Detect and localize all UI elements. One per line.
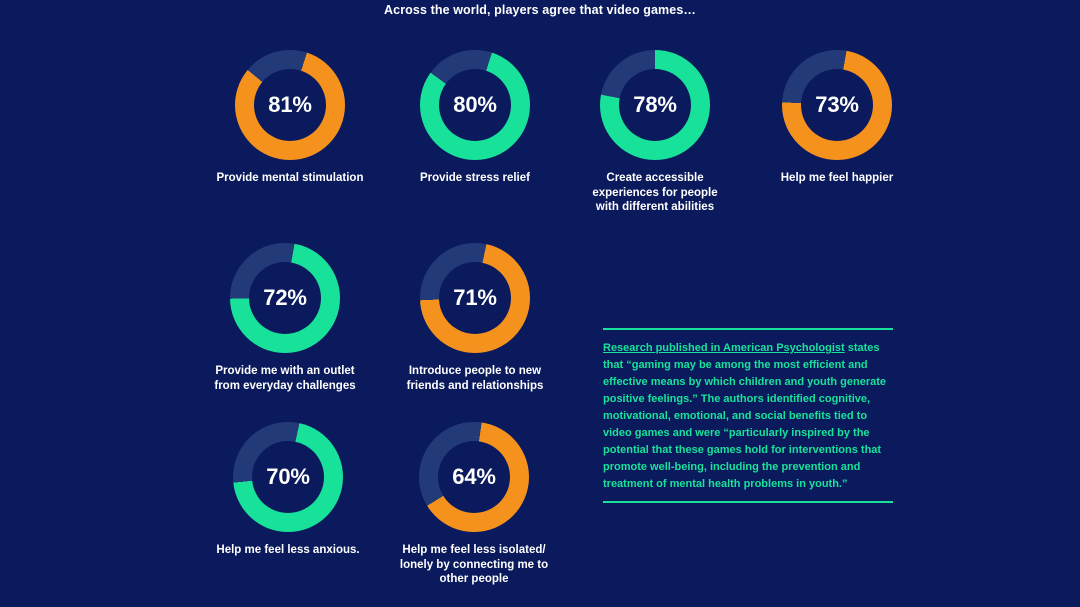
donut-item <box>188 422 388 558</box>
donut-item <box>190 50 390 186</box>
donut-ring <box>230 243 340 353</box>
donut-value: 78% <box>633 92 677 117</box>
donut-value: 73% <box>815 92 859 117</box>
donut-value: 71% <box>453 285 497 310</box>
donut-value: 80% <box>453 92 497 117</box>
donut-ring <box>420 50 530 160</box>
donut-hole <box>249 262 321 334</box>
quote-link[interactable]: Research published in American Psychologist <box>603 342 845 354</box>
donut-label: Help me feel less isolated/ lonely by connecting me to other people <box>399 544 549 586</box>
donut-label: Help me feel happier <box>780 172 894 184</box>
donut-hole <box>252 441 324 513</box>
donut-item <box>374 422 574 587</box>
donut-ring <box>233 422 343 532</box>
donut-hole <box>254 69 326 141</box>
donut-label: Create accessible experiences for people with different abilities <box>592 172 718 214</box>
donut-item <box>555 50 755 215</box>
donut-hole <box>619 69 691 141</box>
donut-ring <box>419 422 529 532</box>
donut-hole <box>439 262 511 334</box>
donut-label: Introduce people to new friends and relationships <box>406 365 544 392</box>
donut-label: Provide me with an outlet from everyday challenges <box>214 365 356 392</box>
donut-ring <box>600 50 710 160</box>
donut-hole <box>439 69 511 141</box>
donut-item <box>185 243 385 393</box>
donut-hole <box>801 69 873 141</box>
donut-label: Provide stress relief <box>420 172 530 184</box>
quote-callout <box>603 328 893 503</box>
donut-label: Provide mental stimulation <box>216 172 364 184</box>
donut-ring <box>235 50 345 160</box>
donut-item <box>737 50 937 186</box>
donut-ring <box>420 243 530 353</box>
donut-item <box>375 243 575 393</box>
donut-value: 72% <box>263 285 307 310</box>
donut-value: 81% <box>268 92 312 117</box>
donut-value: 70% <box>266 464 310 489</box>
quote-text <box>603 330 893 501</box>
donut-value: 64% <box>452 464 496 489</box>
donut-hole <box>438 441 510 513</box>
donut-label: Help me feel less anxious. <box>216 544 360 556</box>
page-title: Across the world, players agree that video games… <box>384 3 696 17</box>
quote-body: states that “gaming may be among the most efficient and effective means by which children and youth generate positive feelings.” The authors identified cognitive, motivational, emotional, and social benefits tied to video games and were “particularly inspired by the potential that these games hold for interventions that promote well-being, including the prevention and treatment of mental health problems in youth.” <box>603 342 887 491</box>
quote-bottom-rule <box>603 501 893 503</box>
donut-ring <box>782 50 892 160</box>
donut-item <box>375 50 575 186</box>
